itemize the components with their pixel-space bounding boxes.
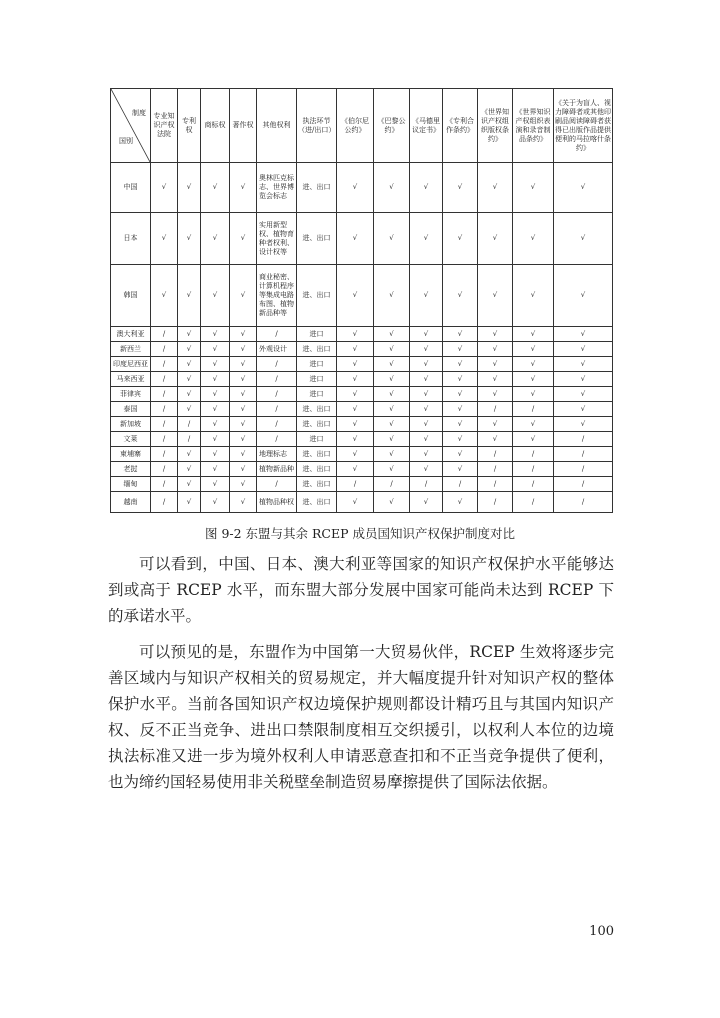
table-row bbox=[111, 417, 613, 432]
table-cell: √ bbox=[443, 372, 478, 387]
table-cell: √ bbox=[201, 265, 230, 327]
table-cell: √ bbox=[337, 213, 374, 265]
table-cell: √ bbox=[513, 387, 554, 402]
country-cell: 中国 bbox=[111, 163, 151, 213]
table-cell: √ bbox=[554, 265, 613, 327]
table-cell: √ bbox=[374, 447, 410, 462]
table-row bbox=[111, 372, 613, 387]
column-header: 《世界知识产权组织表演和录音制品条约》 bbox=[513, 89, 554, 163]
other-rights-cell: 植物品种权 bbox=[257, 492, 297, 513]
table-cell: 进口 bbox=[297, 387, 337, 402]
table-cell: √ bbox=[337, 265, 374, 327]
table-cell: √ bbox=[513, 342, 554, 357]
table-cell: / bbox=[151, 342, 178, 357]
table-cell: / bbox=[151, 417, 178, 432]
table-row bbox=[111, 327, 613, 342]
table-cell: √ bbox=[410, 327, 443, 342]
table-cell: / bbox=[178, 417, 201, 432]
table-cell: √ bbox=[201, 342, 230, 357]
table-cell: √ bbox=[374, 327, 410, 342]
column-header: 《马德里议定书》 bbox=[410, 89, 443, 163]
table-cell: / bbox=[478, 462, 513, 477]
table-cell: √ bbox=[513, 357, 554, 372]
table-cell: √ bbox=[178, 372, 201, 387]
table-cell: √ bbox=[230, 387, 257, 402]
other-rights-cell: / bbox=[257, 417, 297, 432]
table-cell: √ bbox=[443, 327, 478, 342]
other-rights-cell: 商业秘密、计算机程序等集成电路布图、植物新品种等 bbox=[257, 265, 297, 327]
column-header: 《伯尔尼公约》 bbox=[337, 89, 374, 163]
country-cell: 菲律宾 bbox=[111, 387, 151, 402]
table-cell: 进口 bbox=[297, 357, 337, 372]
table-cell: √ bbox=[410, 447, 443, 462]
table-cell: / bbox=[554, 492, 613, 513]
table-cell: / bbox=[478, 447, 513, 462]
table-cell: √ bbox=[478, 265, 513, 327]
table-cell: √ bbox=[178, 387, 201, 402]
table-cell: / bbox=[513, 447, 554, 462]
table-cell: √ bbox=[337, 417, 374, 432]
table-cell: √ bbox=[410, 372, 443, 387]
table-cell: √ bbox=[410, 492, 443, 513]
table-cell: √ bbox=[478, 213, 513, 265]
table-cell: √ bbox=[201, 357, 230, 372]
table-cell: √ bbox=[443, 447, 478, 462]
table-cell: / bbox=[554, 462, 613, 477]
other-rights-cell: 实用新型权、植物育种者权利、设计权等 bbox=[257, 213, 297, 265]
table-cell: 进、出口 bbox=[297, 402, 337, 417]
table-cell: √ bbox=[443, 462, 478, 477]
table-cell: √ bbox=[230, 447, 257, 462]
table-cell: √ bbox=[151, 163, 178, 213]
column-header: 《巴黎公约》 bbox=[374, 89, 410, 163]
table-cell: √ bbox=[410, 342, 443, 357]
table-cell: √ bbox=[374, 492, 410, 513]
country-cell: 印度尼西亚 bbox=[111, 357, 151, 372]
table-cell: √ bbox=[478, 163, 513, 213]
table-cell: / bbox=[513, 492, 554, 513]
country-cell: 泰国 bbox=[111, 402, 151, 417]
table-cell: √ bbox=[230, 265, 257, 327]
table-cell: √ bbox=[513, 327, 554, 342]
table-cell: √ bbox=[513, 163, 554, 213]
table-cell: / bbox=[478, 402, 513, 417]
table-cell: √ bbox=[554, 213, 613, 265]
table-cell: √ bbox=[554, 342, 613, 357]
body-paragraph: 可以看到，中国、日本、澳大利亚等国家的知识产权保护水平能够达到或高于 RCEP 水平，而东盟大部分发展中国家可能尚未达到 RCEP 下的承诺水平。 bbox=[108, 555, 614, 625]
table-cell: / bbox=[151, 327, 178, 342]
table-cell: √ bbox=[230, 462, 257, 477]
table-cell: √ bbox=[337, 432, 374, 447]
table-cell: √ bbox=[201, 432, 230, 447]
table-cell: √ bbox=[230, 492, 257, 513]
table-cell: / bbox=[410, 477, 443, 492]
table-cell: √ bbox=[178, 265, 201, 327]
table-row bbox=[111, 402, 613, 417]
table-cell: √ bbox=[230, 357, 257, 372]
table-cell: √ bbox=[337, 447, 374, 462]
table-cell: √ bbox=[478, 372, 513, 387]
table-row bbox=[111, 492, 613, 513]
table-cell: √ bbox=[178, 447, 201, 462]
table-cell: √ bbox=[374, 372, 410, 387]
country-cell: 缅甸 bbox=[111, 477, 151, 492]
country-cell: 新西兰 bbox=[111, 342, 151, 357]
table-cell: √ bbox=[201, 447, 230, 462]
table-cell: √ bbox=[337, 163, 374, 213]
table-row bbox=[111, 357, 613, 372]
table-cell: 进、出口 bbox=[297, 163, 337, 213]
other-rights-cell: 地理标志 bbox=[257, 447, 297, 462]
figure-caption: 图 9-2 东盟与其余 RCEP 成员国知识产权保护制度对比 bbox=[204, 526, 516, 541]
other-rights-cell: / bbox=[257, 327, 297, 342]
table-cell: √ bbox=[178, 402, 201, 417]
table-cell: √ bbox=[410, 462, 443, 477]
country-cell: 日本 bbox=[111, 213, 151, 265]
table-cell: √ bbox=[410, 432, 443, 447]
table-row bbox=[111, 447, 613, 462]
column-header: 商标权 bbox=[201, 89, 230, 163]
table-cell: √ bbox=[554, 357, 613, 372]
table-cell: √ bbox=[478, 387, 513, 402]
column-header: 专业知识产权法院 bbox=[151, 89, 178, 163]
table-row bbox=[111, 163, 613, 213]
table-cell: √ bbox=[337, 342, 374, 357]
table-cell: √ bbox=[410, 387, 443, 402]
table-cell: √ bbox=[178, 462, 201, 477]
table-cell: √ bbox=[337, 462, 374, 477]
table-cell: / bbox=[151, 357, 178, 372]
corner-label-country: 国别 bbox=[119, 137, 133, 145]
table-cell: / bbox=[151, 372, 178, 387]
table-cell: 进、出口 bbox=[297, 492, 337, 513]
table-cell: √ bbox=[337, 387, 374, 402]
column-header: 著作权 bbox=[230, 89, 257, 163]
table-cell: / bbox=[151, 387, 178, 402]
table-cell: / bbox=[478, 492, 513, 513]
other-rights-cell: / bbox=[257, 402, 297, 417]
table-cell: √ bbox=[513, 213, 554, 265]
table-cell: √ bbox=[374, 342, 410, 357]
corner-label-system: 制度 bbox=[132, 109, 146, 117]
table-cell: √ bbox=[374, 265, 410, 327]
table-cell: √ bbox=[478, 417, 513, 432]
table-cell: √ bbox=[178, 342, 201, 357]
country-cell: 越南 bbox=[111, 492, 151, 513]
table-row bbox=[111, 462, 613, 477]
column-header: 《关于为盲人、视力障碍者或其他印刷品阅读障碍者获得已出版作品提供便利的马拉喀什条约》 bbox=[554, 89, 613, 163]
other-rights-cell: / bbox=[257, 477, 297, 492]
table-cell: √ bbox=[230, 163, 257, 213]
table-cell: √ bbox=[201, 462, 230, 477]
table-cell: √ bbox=[230, 342, 257, 357]
table-cell: √ bbox=[443, 387, 478, 402]
table-cell: / bbox=[443, 477, 478, 492]
table-cell: √ bbox=[410, 402, 443, 417]
table-cell: / bbox=[554, 477, 613, 492]
other-rights-cell: / bbox=[257, 357, 297, 372]
other-rights-cell: 外观设计 bbox=[257, 342, 297, 357]
table-cell: √ bbox=[151, 265, 178, 327]
table-cell: / bbox=[151, 492, 178, 513]
table-cell: √ bbox=[230, 432, 257, 447]
country-cell: 文莱 bbox=[111, 432, 151, 447]
table-cell: √ bbox=[374, 213, 410, 265]
table-corner-cell bbox=[111, 89, 151, 163]
table-cell: √ bbox=[374, 432, 410, 447]
table-cell: √ bbox=[513, 417, 554, 432]
table-cell: 进、出口 bbox=[297, 265, 337, 327]
table-cell: 进、出口 bbox=[297, 213, 337, 265]
table-cell: √ bbox=[201, 327, 230, 342]
column-header: 其他权利 bbox=[257, 89, 297, 163]
table-cell: √ bbox=[374, 402, 410, 417]
table-cell: √ bbox=[513, 432, 554, 447]
table-cell: / bbox=[513, 477, 554, 492]
other-rights-cell: / bbox=[257, 387, 297, 402]
table-cell: √ bbox=[201, 163, 230, 213]
table-cell: √ bbox=[230, 402, 257, 417]
table-cell: 进口 bbox=[297, 432, 337, 447]
table-cell: 进、出口 bbox=[297, 477, 337, 492]
table-cell: / bbox=[513, 462, 554, 477]
table-cell: √ bbox=[478, 342, 513, 357]
table-cell: / bbox=[151, 402, 178, 417]
table-row bbox=[111, 213, 613, 265]
table-cell: √ bbox=[178, 213, 201, 265]
table-cell: / bbox=[151, 447, 178, 462]
table-cell: √ bbox=[513, 265, 554, 327]
table-row bbox=[111, 477, 613, 492]
table-cell: √ bbox=[554, 327, 613, 342]
table-cell: √ bbox=[374, 357, 410, 372]
ip-comparison-table bbox=[110, 88, 613, 513]
table-cell: √ bbox=[230, 477, 257, 492]
table-cell: √ bbox=[410, 265, 443, 327]
table-cell: √ bbox=[151, 213, 178, 265]
table-cell: √ bbox=[230, 213, 257, 265]
other-rights-cell: 植物新品种 bbox=[257, 462, 297, 477]
table-cell: √ bbox=[201, 402, 230, 417]
table-cell: 进、出口 bbox=[297, 462, 337, 477]
table-cell: / bbox=[374, 477, 410, 492]
table-cell: √ bbox=[443, 213, 478, 265]
table-cell: √ bbox=[410, 357, 443, 372]
table-cell: / bbox=[151, 432, 178, 447]
body-paragraph: 可以预见的是，东盟作为中国第一大贸易伙伴，RCEP 生效将逐步完善区域内与知识产权相关的贸易规定，并大幅度提升针对知识产权的整体保护水平。当前各国知识产权边境保护规则都设计精巧且与其国内知识产权、反不正当竞争、进出口禁限制度相互交织援引，以权利人本位的边境执法标准又进一步为境外权利人申请恶意查扣和不正当竞争提供了便利，也为缔约国轻易使用非关税壁垒制造贸易摩擦提供了国际法依据。 bbox=[108, 643, 614, 791]
table-cell: √ bbox=[554, 163, 613, 213]
table-row bbox=[111, 432, 613, 447]
table-cell: √ bbox=[374, 387, 410, 402]
table-cell: √ bbox=[201, 213, 230, 265]
table-cell: √ bbox=[554, 372, 613, 387]
table-cell: √ bbox=[478, 357, 513, 372]
table-cell: √ bbox=[230, 417, 257, 432]
table-cell: √ bbox=[443, 417, 478, 432]
table-cell: √ bbox=[337, 327, 374, 342]
table-cell: √ bbox=[178, 477, 201, 492]
table-cell: √ bbox=[478, 432, 513, 447]
other-rights-cell: / bbox=[257, 432, 297, 447]
other-rights-cell: 奥林匹克标志、世界博览会标志 bbox=[257, 163, 297, 213]
table-cell: √ bbox=[337, 372, 374, 387]
table-cell: / bbox=[554, 447, 613, 462]
table-cell: / bbox=[151, 462, 178, 477]
table-cell: √ bbox=[178, 492, 201, 513]
table-cell: √ bbox=[443, 357, 478, 372]
table-cell: √ bbox=[554, 402, 613, 417]
table-cell: 进口 bbox=[297, 372, 337, 387]
table-cell: / bbox=[151, 477, 178, 492]
table-cell: 进、出口 bbox=[297, 342, 337, 357]
table-cell: √ bbox=[201, 417, 230, 432]
table-cell: √ bbox=[201, 492, 230, 513]
table-cell: √ bbox=[410, 417, 443, 432]
table-cell: √ bbox=[178, 163, 201, 213]
table-body bbox=[111, 163, 613, 513]
column-header: 专利权 bbox=[178, 89, 201, 163]
table-cell: 进口 bbox=[297, 327, 337, 342]
table-cell: √ bbox=[443, 265, 478, 327]
column-header: 《世界知识产权组织版权条约》 bbox=[478, 89, 513, 163]
page-number: 100 bbox=[589, 924, 614, 939]
table-cell: / bbox=[554, 432, 613, 447]
table-cell: √ bbox=[374, 417, 410, 432]
table-cell: √ bbox=[178, 327, 201, 342]
table-cell: √ bbox=[230, 327, 257, 342]
table-cell: √ bbox=[201, 387, 230, 402]
table-cell: √ bbox=[410, 213, 443, 265]
table-cell: √ bbox=[554, 387, 613, 402]
table-cell: √ bbox=[443, 402, 478, 417]
table-cell: √ bbox=[201, 372, 230, 387]
table-cell: √ bbox=[337, 402, 374, 417]
table-cell: / bbox=[178, 432, 201, 447]
table-cell: √ bbox=[374, 462, 410, 477]
table-cell: √ bbox=[410, 163, 443, 213]
country-cell: 马来西亚 bbox=[111, 372, 151, 387]
table-cell: √ bbox=[337, 357, 374, 372]
table-cell: / bbox=[478, 477, 513, 492]
table-cell: 进、出口 bbox=[297, 417, 337, 432]
table-cell: √ bbox=[374, 163, 410, 213]
country-cell: 老挝 bbox=[111, 462, 151, 477]
country-cell: 新加坡 bbox=[111, 417, 151, 432]
table-cell: √ bbox=[443, 163, 478, 213]
country-cell: 澳大利亚 bbox=[111, 327, 151, 342]
table-header-row bbox=[111, 89, 613, 163]
table-cell: √ bbox=[443, 342, 478, 357]
table-row bbox=[111, 387, 613, 402]
column-header: 《专利合作条约》 bbox=[443, 89, 478, 163]
country-cell: 柬埔寨 bbox=[111, 447, 151, 462]
table-cell: √ bbox=[554, 417, 613, 432]
country-cell: 韩国 bbox=[111, 265, 151, 327]
table-cell: √ bbox=[443, 432, 478, 447]
table-cell: / bbox=[513, 402, 554, 417]
table-cell: √ bbox=[513, 372, 554, 387]
table-cell: √ bbox=[337, 492, 374, 513]
column-header: 执法环节（进/出口） bbox=[297, 89, 337, 163]
other-rights-cell: / bbox=[257, 372, 297, 387]
table-row bbox=[111, 265, 613, 327]
table-cell: √ bbox=[178, 357, 201, 372]
table-cell: 进、出口 bbox=[297, 447, 337, 462]
table-row bbox=[111, 342, 613, 357]
table-cell: √ bbox=[443, 492, 478, 513]
table-cell: √ bbox=[478, 327, 513, 342]
table-cell: √ bbox=[201, 477, 230, 492]
table-cell: / bbox=[337, 477, 374, 492]
table-cell: √ bbox=[230, 372, 257, 387]
